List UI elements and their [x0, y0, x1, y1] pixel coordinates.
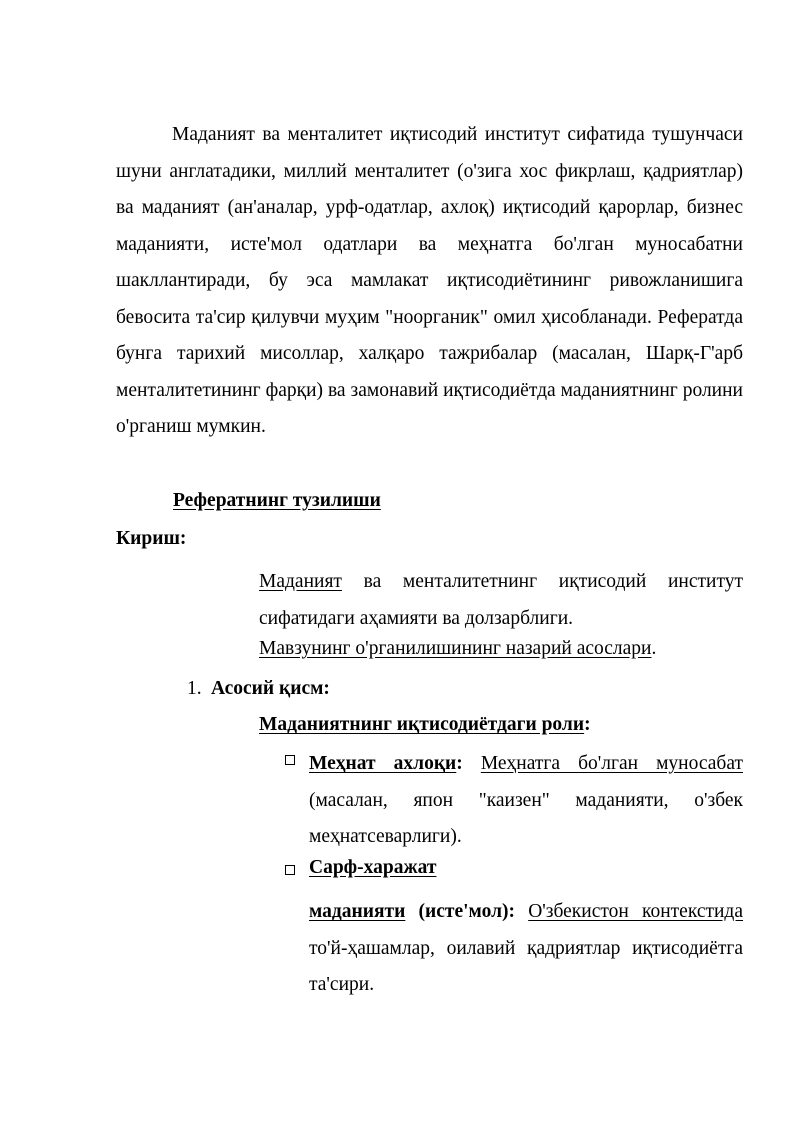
main-part-heading	[187, 678, 330, 700]
introduction-item-theory	[259, 638, 656, 660]
spending-culture-suffix: (исте'мол):	[405, 901, 516, 922]
main-part-number: 1.	[187, 678, 202, 699]
main-part-heading-text: Асосий қисм:	[211, 678, 330, 699]
culture-role-heading-text: Маданиятнинг иқтисодиётдаги роли	[259, 714, 585, 735]
work-ethic-colon: :	[456, 753, 463, 774]
spending-culture-term-line1: Сарф-харажат	[309, 857, 437, 878]
bullet-spending-culture	[309, 894, 743, 1004]
spending-culture-text: то'й-ҳашамлар, оилавий қадриятлар иқтисодиётга та'сири.	[309, 937, 743, 995]
uzbekistan-context-link[interactable]: О'збекистон контекстида	[528, 901, 744, 922]
square-bullet-icon	[284, 754, 296, 766]
culture-link[interactable]: Маданият	[259, 571, 342, 592]
culture-role-colon: :	[584, 714, 591, 735]
introduction-heading: Кириш:	[116, 528, 187, 549]
work-attitude-link[interactable]: Меҳнатга бо'лган муносабат	[480, 753, 743, 774]
intro-paragraph: Маданият ва менталитет иқтисодий институт сифатида тушунчаси шуни англатадики, миллий менталитет (о'зига хос фикрлаш, қадриятлар) ва маданият (ан'аналар, урф-одатлар, ахлоқ) иқтисодий қарорлар, бизнес маданияти, исте'мол одатлари ва меҳнатга бо'лган муносабатни шакллантиради, бу эса мамлакат иқтисодиётининг ривожланишига бевосита та'сир қилувчи муҳим "ноорганик" омил ҳисобланади. Рефератда бунга тарихий мисоллар, халқаро тажрибалар (масалан, Шарқ-Г'арб менталитетининг фарқи) ва замонавий иқтисодиётда маданиятнинг ролини о'рганиш мумкин.	[116, 124, 743, 437]
square-bullet-icon	[284, 864, 296, 876]
theory-link[interactable]: Мавзунинг о'рганилишининг назарий асослари	[259, 638, 652, 659]
spending-culture-term-line2: маданияти	[309, 901, 406, 922]
introduction-item-relevance-text: ва менталитетнинг иқтисодий институт сифатидаги аҳамияти ва долзарблиги.	[259, 571, 743, 629]
culture-role-heading	[259, 714, 591, 736]
work-ethic-term: Меҳнат ахлоқи	[309, 753, 457, 774]
work-ethic-text: (масалан, япон "каизен" маданияти, о'збек меҳнатсеварлиги).	[309, 789, 743, 847]
structure-title: Рефератнинг тузилиши	[173, 490, 381, 511]
bullet-work-ethic	[309, 746, 743, 856]
introduction-item-relevance	[259, 564, 743, 637]
introduction-item-theory-end: .	[651, 638, 657, 659]
